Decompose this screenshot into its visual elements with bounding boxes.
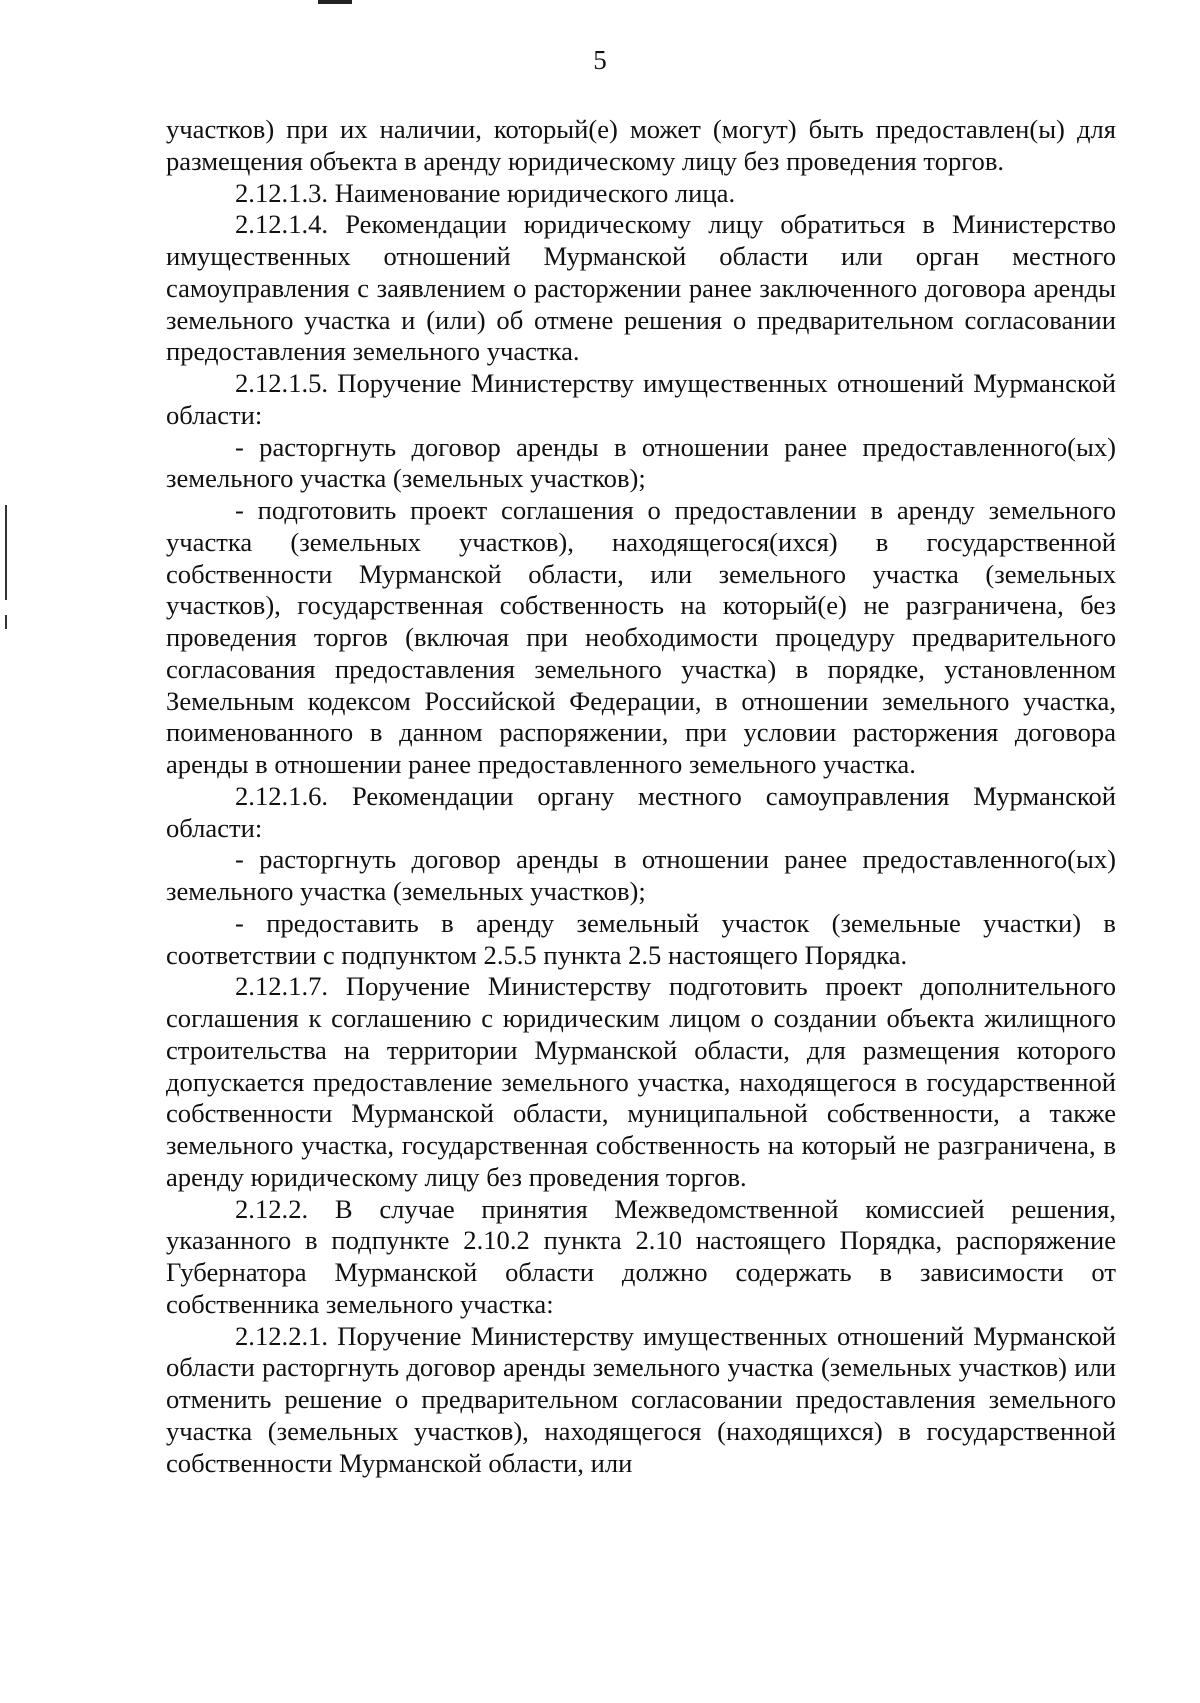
list-item: - расторгнуть договор аренды в отношении ранее предоставленного(ых) земельного участка (земельных участков);: [166, 844, 1116, 906]
scan-edge-mark: [5, 615, 7, 629]
paragraph-2-12-1-3: 2.12.1.3. Наименование юридического лица.: [235, 177, 736, 208]
document-body: [166, 114, 1116, 1479]
scan-mark-top: [318, 0, 352, 4]
paragraph-2-12-1-5: 2.12.1.5. Поручение Министерству имущественных отношений Мурманской области:: [166, 368, 1116, 430]
paragraph-2-12-2: 2.12.2. В случае принятия Межведомственной комиссией решения, указанного в подпункте 2.10.2 пункта 2.10 настоящего Порядка, распоряжение Губернатора Мурманской области должно содержать в зависимости от собственника земельного участка:: [166, 1193, 1116, 1319]
paragraph-2-12-2-1: 2.12.2.1. Поручение Министерству имущественных отношений Мурманской области расторгнуть договор аренды земельного участка (земельных участков) или отменить решение о предварительном согласовании предоставления земельного участка (земельных участков), находящегося (находящихся) в государственной собственности Мурманской области, или: [166, 1320, 1116, 1478]
scan-edge-mark: [5, 505, 7, 600]
list-item: - расторгнуть договор аренды в отношении ранее предоставленного(ых) земельного участка (земельных участков);: [166, 431, 1116, 494]
paragraph-2-12-1-7: 2.12.1.7. Поручение Министерству подготовить проект дополнительного соглашения к соглашению с юридическим лицом о создании объекта жилищного строительства на территории Мурманской области, для размещения которого допускается предоставление земельного участка, находящегося в государственной собственности Мурманской области, муниципальной собственности, а также земельного участка, государственная собственность на который не разграничена, в аренду юридическому лицу без проведения торгов.: [166, 971, 1116, 1192]
list-item: - подготовить проект соглашения о предоставлении в аренду земельного участка (земельных участков), находящегося(ихся) в государственной собственности Мурманской области, или земельного участка (земельных участков), государственная собственность на который(е) не разграничена, без проведения торгов (включая при необходимости процедуру предварительного согласования предоставления земельного участка) в порядке, установленном Земельным кодексом Российской Федерации, в отношении земельного участка, поименованного в данном распоряжении, при условии расторжения договора аренды в отношении ранее предоставленного земельного участка.: [166, 495, 1116, 779]
list-item: - предоставить в аренду земельный участок (земельные участки) в соответствии с подпунктом 2.5.5 пункта 2.5 настоящего Порядка.: [166, 907, 1116, 970]
paragraph-continuation: участков) при их наличии, который(е) может (могут) быть предоставлен(ы) для размещения объекта в аренду юридическому лицу без проведения торгов.: [166, 114, 1116, 176]
page-number: 5: [593, 45, 607, 75]
paragraph-2-12-1-4: 2.12.1.4. Рекомендации юридическому лицу обратиться в Министерство имущественных отношений Мурманской области или орган местного самоуправления с заявлением о расторжении ранее заключенного договора аренды земельного участка и (или) об отмене решения о предварительном согласовании предоставления земельного участка.: [166, 209, 1116, 367]
paragraph-2-12-1-6: 2.12.1.6. Рекомендации органу местного самоуправления Мурманской области:: [166, 780, 1116, 843]
